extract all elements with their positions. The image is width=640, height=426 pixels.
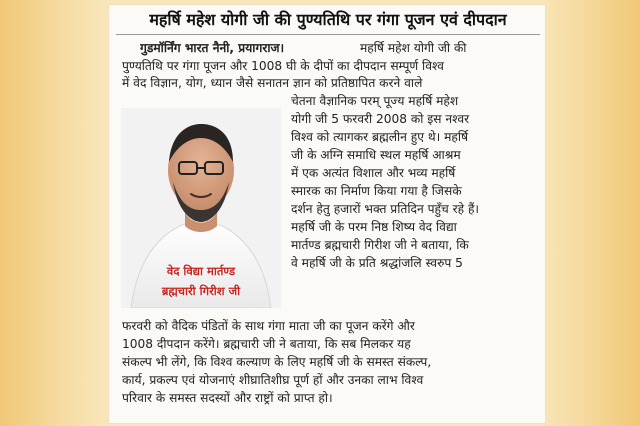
article-line: पुण्यतिथि पर गंगा पूजन और 1008 घी के दीपों का दीपदान सम्पूर्ण विश्व	[122, 59, 444, 73]
article-dateline: गुडमॉर्निंग भारत नैनी, प्रयागराज।	[140, 41, 285, 55]
article-line: 1008 दीपदान करेंगे। ब्रह्मचारी जी ने बताया, कि सब मिलकर यह	[122, 337, 411, 351]
article-line: में एक अत्यंत विशाल और भव्य महर्षि	[291, 166, 456, 180]
article-line: महर्षि जी के परम निष्ठ शिष्य वेद विद्या	[291, 220, 457, 234]
article-photo	[121, 108, 281, 308]
article-line: विश्व को त्यागकर ब्रह्मलीन हुए थे। महर्षि	[291, 130, 469, 144]
article-line: दर्शन हेतु हजारों भक्त प्रतिदिन पहुँच रहे हैं।	[291, 202, 480, 216]
photo-caption-line-1: वेद विद्या मार्तण्ड	[166, 264, 236, 278]
article-line: योगी जी 5 फरवरी 2008 को इस नश्वर	[291, 112, 470, 126]
headline-divider	[116, 34, 540, 35]
article-line: चेतना वैज्ञानिक परम् पूज्य महर्षि महेश	[291, 94, 459, 108]
article-line: जी के अग्नि समाधि स्थल महर्षि आश्रम	[291, 148, 461, 162]
article-headline: महर्षि महेश योगी जी की पुण्यतिथि पर गंगा पूजन एवं दीपदान	[149, 10, 507, 29]
article-line: कार्य, प्रकल्प एवं योजनाएं शीघ्रातिशीघ्र पूर्ण हों और उनका लाभ विश्व	[122, 373, 424, 387]
article-line: स्मारक का निर्माण किया गया है जिसके	[291, 184, 462, 198]
article-line: मार्तण्ड ब्रह्मचारी गिरीश जी ने बताया, कि	[291, 238, 469, 252]
article-line: फरवरी को वैदिक पंडितों के साथ गंगा माता जी का पूजन करेंगे और	[122, 319, 415, 333]
article-line: परिवार के समस्त सदस्यों और राष्ट्रों को प्राप्त हो।	[122, 391, 333, 405]
photo-caption-line-2: ब्रह्मचारी गिरीश जी	[161, 284, 241, 298]
article-line: महर्षि महेश योगी जी की	[360, 41, 467, 55]
article-line: संकल्प भी लेंगे, कि विश्व कल्याण के लिए महर्षि जी के समस्त संकल्प,	[122, 355, 432, 369]
article-line: वे महर्षि जी के प्रति श्रद्धांजलि स्वरुप 5	[291, 256, 463, 270]
article-line: में वेद विज्ञान, योग, ध्यान जैसे सनातन ज्ञान को प्रतिष्ठापित करने वाले	[122, 76, 423, 90]
